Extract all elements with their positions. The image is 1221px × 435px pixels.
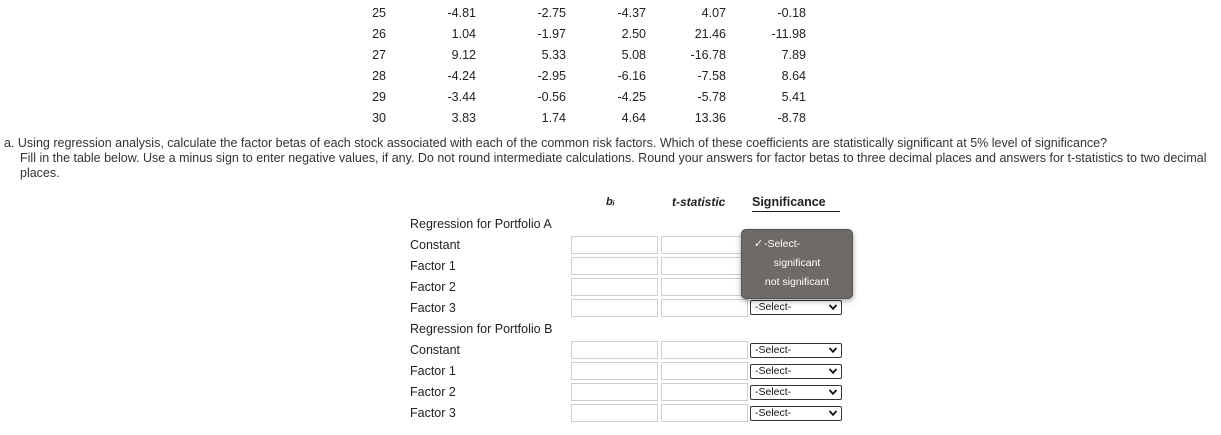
data-cell: -5.78: [697, 90, 726, 104]
data-row: [0, 87, 1221, 107]
chevron-down-icon: [828, 366, 838, 376]
row-label-constant: Constant: [410, 238, 461, 252]
significance-select[interactable]: [750, 343, 842, 358]
significance-select[interactable]: [750, 406, 842, 421]
select-value: -Select-: [755, 386, 792, 398]
data-cell: 5.41: [781, 90, 806, 104]
beta-input[interactable]: [571, 341, 658, 359]
data-cell: 5.33: [541, 48, 566, 62]
data-row: [0, 66, 1221, 86]
row-label-constant: Constant: [410, 343, 461, 357]
beta-input[interactable]: [571, 404, 658, 422]
row-number: 26: [372, 27, 386, 41]
section-label-portfolio-b: Regression for Portfolio B: [410, 322, 553, 336]
data-cell: 1.04: [451, 27, 476, 41]
data-cell: -3.44: [447, 90, 476, 104]
beta-input[interactable]: [571, 362, 658, 380]
beta-input[interactable]: [571, 278, 658, 296]
data-cell: -4.37: [617, 6, 646, 20]
dropdown-option-significant[interactable]: [742, 254, 852, 273]
row-label-factor-3: Factor 3: [410, 406, 456, 420]
t-stat-input[interactable]: [661, 404, 748, 422]
t-stat-input[interactable]: [661, 383, 748, 401]
data-cell: -6.16: [617, 69, 646, 83]
data-cell: -2.75: [537, 6, 566, 20]
data-cell: -0.18: [777, 6, 806, 20]
beta-input[interactable]: [571, 236, 658, 254]
row-number: 30: [372, 111, 386, 125]
data-cell: 9.12: [451, 48, 476, 62]
t-stat-input[interactable]: [661, 362, 748, 380]
row-number: 25: [372, 6, 386, 20]
select-value: -Select-: [755, 407, 792, 419]
data-cell: -8.78: [777, 111, 806, 125]
t-stat-input[interactable]: [661, 257, 748, 275]
beta-input[interactable]: [571, 257, 658, 275]
data-row: [0, 108, 1221, 128]
significance-select[interactable]: [750, 364, 842, 379]
data-cell: 3.83: [451, 111, 476, 125]
data-cell: -11.98: [771, 27, 806, 41]
question-lead: a. Using regression analysis, calculate the factor betas of each stock associated with each of the common risk factors. Which of these coefficients are statistically significant at 5% level of significance?: [4, 136, 1108, 150]
data-cell: -1.97: [537, 27, 566, 41]
t-stat-input[interactable]: [661, 236, 748, 254]
section-label-portfolio-a: Regression for Portfolio A: [410, 217, 552, 231]
data-cell: -0.56: [537, 90, 566, 104]
row-label-factor-2: Factor 2: [410, 385, 456, 399]
row-label-factor-2: Factor 2: [410, 280, 456, 294]
t-stat-input[interactable]: [661, 299, 748, 317]
select-value: -Select-: [755, 365, 792, 377]
header-significance: Significance: [752, 193, 840, 212]
data-cell: 7.89: [781, 48, 806, 62]
data-cell: -16.78: [690, 48, 726, 62]
chevron-down-icon: [828, 302, 838, 312]
dropdown-option-label: -Select-: [764, 238, 801, 250]
data-row: [0, 3, 1221, 23]
data-cell: 8.64: [781, 69, 806, 83]
t-stat-input[interactable]: [661, 341, 748, 359]
dropdown-option-label: significant: [773, 257, 821, 269]
header-beta: bᵢ: [606, 196, 615, 208]
row-label-factor-1: Factor 1: [410, 364, 456, 378]
data-cell: 13.36: [694, 111, 726, 125]
t-stat-input[interactable]: [661, 278, 748, 296]
data-cell: 5.08: [621, 48, 646, 62]
data-cell: -7.58: [697, 69, 726, 83]
row-number: 28: [372, 69, 386, 83]
row-number: 29: [372, 90, 386, 104]
chevron-down-icon: [828, 345, 838, 355]
chevron-down-icon: [828, 387, 838, 397]
row-label-factor-3: Factor 3: [410, 301, 456, 315]
significance-dropdown-menu: [741, 229, 853, 299]
data-row: [0, 45, 1221, 65]
data-row: [0, 24, 1221, 44]
data-cell: 2.50: [621, 27, 646, 41]
beta-input[interactable]: [571, 299, 658, 317]
data-cell: -4.25: [617, 90, 646, 104]
data-cell: 4.07: [701, 6, 726, 20]
data-cell: -4.81: [447, 6, 476, 20]
dropdown-option-not-significant[interactable]: [742, 273, 852, 292]
question-text: [4, 136, 1216, 181]
data-cell: 1.74: [541, 111, 566, 125]
data-cell: -4.24: [447, 69, 476, 83]
chevron-down-icon: [828, 408, 838, 418]
data-cell: -2.95: [537, 69, 566, 83]
beta-input[interactable]: [571, 383, 658, 401]
header-t-statistic: t-statistic: [672, 195, 726, 209]
significance-select[interactable]: [750, 300, 842, 315]
significance-select[interactable]: [750, 385, 842, 400]
data-cell: 4.64: [621, 111, 646, 125]
question-instructions: Fill in the table below. Use a minus sign to enter negative values, if any. Do not round intermediate calculations. Round your answers for factor betas to three decimal places and answers for t-statistics to two decimal places.: [20, 151, 1207, 180]
select-value: -Select-: [755, 301, 792, 313]
row-number: 27: [372, 48, 386, 62]
row-label-factor-1: Factor 1: [410, 259, 456, 273]
select-value: -Select-: [755, 344, 792, 356]
data-cell: 21.46: [694, 27, 726, 41]
dropdown-option-label: not significant: [764, 276, 830, 288]
checkmark-icon: ✓: [754, 238, 764, 250]
dropdown-option-select[interactable]: [742, 235, 852, 254]
